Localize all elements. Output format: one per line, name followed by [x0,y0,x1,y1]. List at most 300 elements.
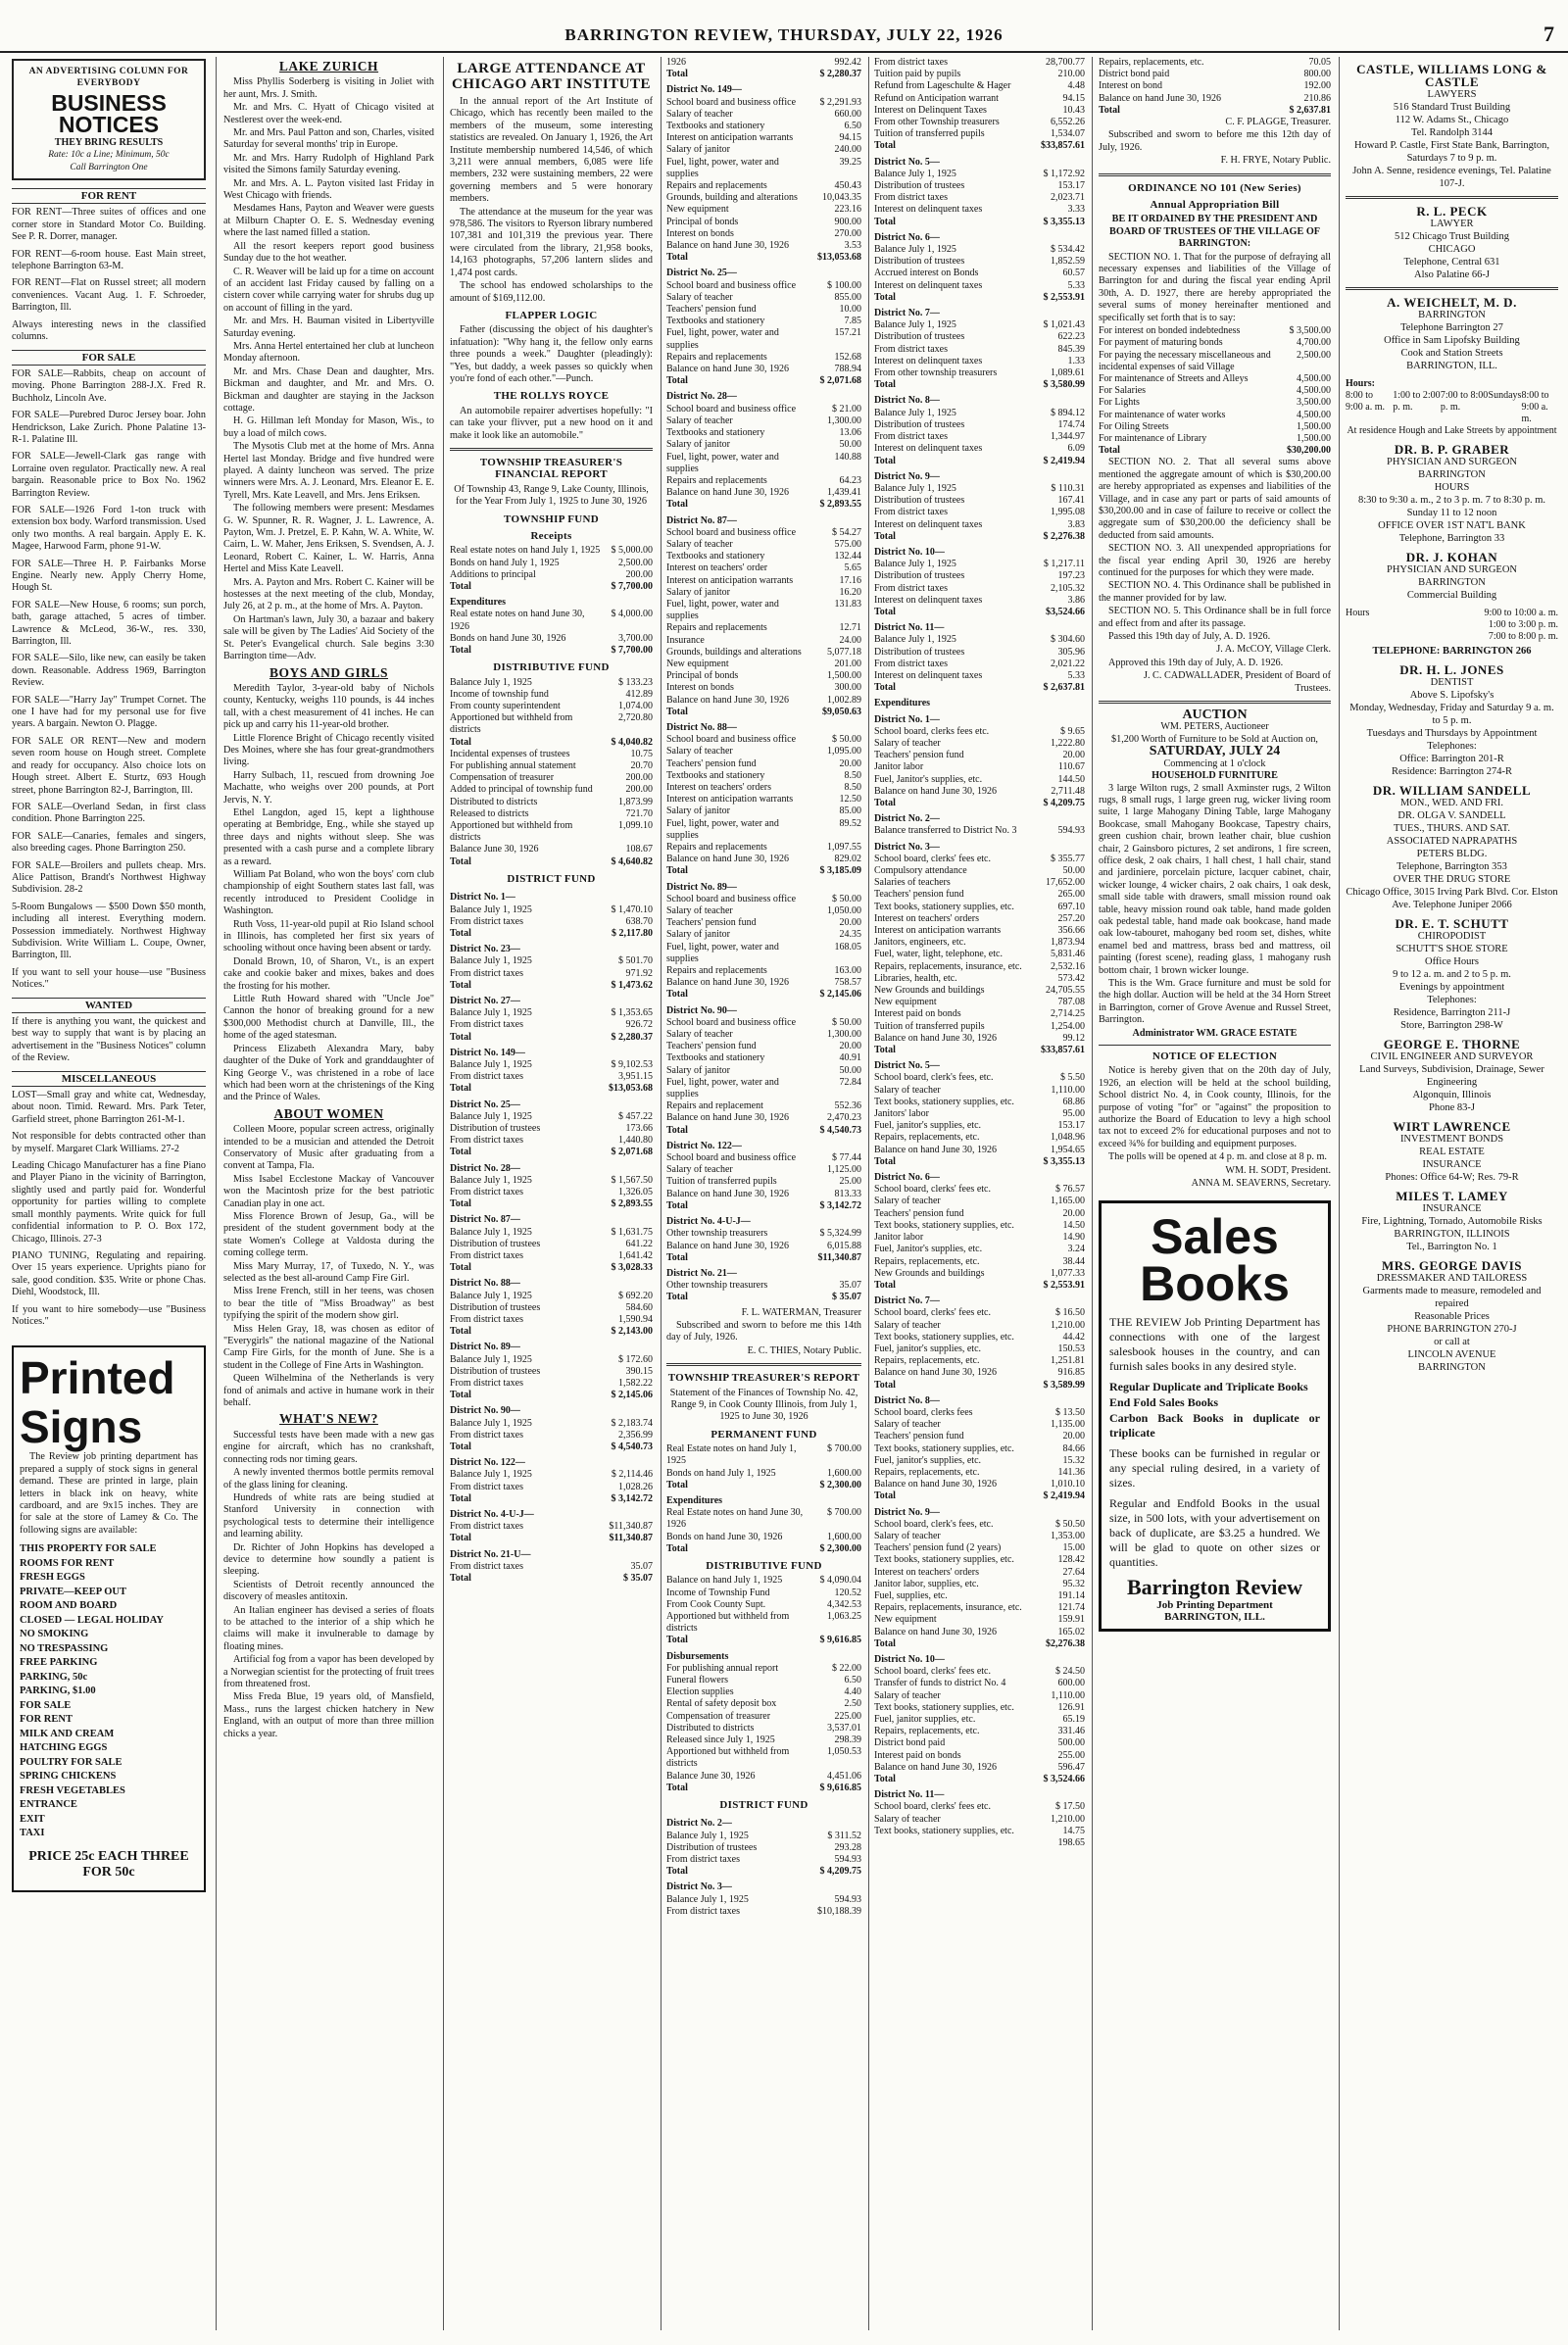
table-row [450,992,653,1007]
table-row [874,1021,1085,1033]
row-amount [1034,1168,1085,1184]
row-label: District No. 3— [874,841,940,853]
district2-heading: DISTRICT FUND [719,1799,808,1812]
row-amount: 575.00 [834,538,861,550]
row-label: District No. 3— [666,1881,732,1893]
row-label: Salary of janitor [666,586,730,598]
table-row [450,1187,653,1198]
row-label: From district taxes [874,192,948,204]
row-label: Distribution of trustees [450,1301,541,1313]
table-row [874,1156,1085,1168]
row-amount: 12.50 [839,794,861,806]
table-row [666,770,861,782]
row-label: Fuel, light, power, water and supplies [666,327,779,351]
table-row [874,1762,1085,1774]
row-amount: $ 1,473.62 [611,979,653,991]
row-amount: 800.00 [1303,69,1331,80]
row-label: Balance July 1, 1925 [874,407,956,418]
row-label: Balance on hand June 30, 1926 [666,694,789,706]
table-row [874,1244,1085,1255]
row-label: Salaries of teachers [874,877,951,889]
appropriation-table [1099,325,1331,457]
row-amount [810,1002,861,1017]
row-amount [1034,809,1085,825]
row-label: From district taxes [450,1249,523,1261]
classified-ad: Always interesting news in the classified columns. [12,318,206,343]
row-amount: $ 4,540.73 [611,1441,653,1453]
table-row [874,838,1085,854]
row-amount: 16.20 [839,586,861,598]
table-row [666,707,861,718]
row-label: Salary of teacher [666,108,733,120]
card-name: GEORGE E. THORNE [1383,1037,1521,1052]
receipts-heading: Receipts [530,530,572,542]
card-line: Reasonable Prices [1414,1311,1490,1323]
table-row [874,1590,1085,1602]
row-amount: 1,995.08 [1051,507,1085,518]
row-amount [810,512,861,527]
table-row [874,1208,1085,1220]
row-label: New equipment [874,997,937,1008]
classified-ad: FOR RENT—Three suites of offices and one corner store in Standard Motor Co. Building. See P. R. Dorrer, manager. [12,207,206,243]
row-amount: $ 2,637.81 [1043,682,1085,694]
row-label: Teachers' pension fund [666,917,757,929]
table-row [874,1726,1085,1737]
table-row [666,364,861,375]
row-amount: 6,015.88 [827,1240,861,1251]
table-row [666,734,861,746]
row-amount: 4.40 [844,1686,861,1698]
table-row [874,1392,1085,1407]
row-label: From district taxes [874,582,948,594]
row-label: Repairs and replacements [666,180,767,192]
hours-note: At residence Hough and Lake Streets by appointment [1347,425,1557,436]
table-row [874,1196,1085,1207]
for-sale-list [12,368,206,992]
row-label: School board and business office [666,526,797,538]
row-label: From district taxes [450,1135,523,1147]
hours-row [1346,390,1393,425]
row-label: Additions to principal [450,568,536,580]
row-label: Fuel, water, light, telephone, etc. [874,949,1003,960]
row-amount: 120.52 [834,1587,861,1598]
row-amount: $ 2,145.06 [611,1390,653,1401]
table-row [450,1505,653,1521]
row-amount: 7.85 [844,316,861,327]
row-label: Funeral flowers [666,1675,729,1686]
row-label: Total [450,1083,471,1095]
row-label: New equipment [666,658,729,669]
row-amount: 813.33 [834,1188,861,1199]
table-row [666,304,861,316]
table-row [450,737,653,749]
row-amount: 1,077.33 [1051,1267,1085,1279]
column-ordinance [1092,57,1337,2330]
row-label: Grounds, building and alterations [666,192,798,204]
table-row [450,1250,653,1262]
row-label: Total [450,1390,471,1401]
row-label: From district taxes [666,1854,740,1866]
table-row [874,228,1085,244]
table-row [666,1698,861,1710]
row-amount: 152.68 [834,351,861,363]
row-label: Interest on teachers' order [666,562,768,574]
row-amount: 1,954.65 [1051,1144,1085,1155]
table-row [874,710,1085,726]
row-amount: 167.41 [1057,495,1085,507]
news-paragraph: Mr. and Mrs. Harry Rudolph of Highland Park visited the Simons family Saturday evening. [223,152,434,176]
row-label: Added to principal of township fund [450,784,593,796]
row-label: Text books, stationery supplies, etc. [874,901,1014,912]
table-row [874,1097,1085,1108]
table-row [666,670,861,682]
table-row [874,1531,1085,1542]
row-label: Bonds on hand July 1, 1925 [666,1467,776,1479]
row-label: Accrued interest on Bonds [874,268,979,279]
row-amount [602,1210,653,1226]
card-line: Chicago Office, 3015 Irving Park Blvd. Cor. Elston Ave. Telephone Juniper 2066 [1346,887,1558,911]
card-line: Tel., Barrington No. 1 [1406,1242,1497,1253]
table-row [666,1112,861,1124]
table-row [450,1338,653,1353]
row-label: Salary of teacher [874,1689,941,1701]
row-amount: $ 21.00 [832,403,861,415]
hours-label: Hours: [1346,378,1375,389]
classified-ad: FOR RENT—Flat on Russel street; all modern conveniences. Vacant Aug. 1. F. Schroeder, Barrington, Ill. [12,277,206,314]
row-label: Disbursements [666,1650,729,1662]
table-row [666,1252,861,1264]
row-label: Salary of teacher [666,415,733,426]
auction-note: This is the Wm. Grace furniture and must be sold for the high dollar. Auction will be held at the 34 Horn Street in Barrington, corner of Grove Avenue and Russel Street, Barrington. [1099,978,1331,1026]
row-amount [810,1814,861,1830]
treasurer-sig2: C. F. PLAGGE, Treasurer. [1225,117,1331,128]
row-amount: 20.00 [839,757,861,769]
row-label: Fuel, janitor's supplies, etc. [874,1343,982,1354]
row-amount: 2,500.00 [618,557,653,568]
ordinance-section5: SECTION NO. 5. This Ordinance shall be in full force and effect from and after its passage. [1099,606,1331,629]
row-label: District No. 25— [450,1099,520,1110]
card-line: ASSOCIATED NAPRAPATHS [1386,836,1518,848]
table-row [874,750,1085,761]
hours-time: 1:00 to 3:00 p. m. [1488,619,1558,630]
row-label: Total [874,291,896,303]
row-label: Total [450,1147,471,1158]
table-row [874,1232,1085,1244]
table-row [666,264,861,279]
table-row [666,527,861,539]
row-label: District No. 11— [874,1789,945,1801]
row-label: Tuition paid by pupils [874,69,961,80]
row-amount: 84.66 [1062,1442,1085,1454]
table-row [874,583,1085,595]
row-label: Teachers' pension fund [666,304,757,316]
row-label: Textbooks and stationery [666,1052,765,1064]
business-card [1346,1120,1558,1184]
row-label: Total [450,1262,471,1274]
row-amount: $ 9.65 [1060,725,1085,737]
row-amount: 1,251.81 [1051,1355,1085,1367]
row-label: Fuel, light, power, water and supplies [666,156,779,179]
district-accounts-table [874,57,1085,1849]
row-label: Distribution of trustees [450,1122,541,1134]
table-row [450,1071,653,1083]
table-row [450,1390,653,1401]
table-row [450,784,653,796]
row-label: Textbooks and stationery [666,769,765,781]
row-amount: 10.00 [839,304,861,316]
row-label: Fuel, light, power, water and supplies [666,451,779,474]
row-label: District No. 1— [450,892,515,904]
row-amount: 4,451.06 [827,1770,861,1782]
row-amount: $33,857.61 [1041,1045,1085,1056]
row-amount: 3,500.00 [1297,397,1331,409]
table-row [874,280,1085,292]
business-card [1346,784,1558,911]
table-row [874,1355,1085,1367]
row-amount: 1,063.25 [827,1611,861,1623]
table-row [874,570,1085,582]
row-amount: 1,048.96 [1051,1132,1085,1144]
row-amount: $ 4,090.04 [819,1575,861,1587]
row-amount: 192.00 [1303,80,1331,92]
ordinance-section1: SECTION NO. 1. That for the purpose of defraying all necessary expenses and liabilities of the Village of Barrington for and during the fiscal year ending April 30th, A. D. 1927, there are hereby appropriated the several sums of money hereinafter mentioned and specifically set forth that is to say: [1099,251,1331,323]
row-label: From district taxes [874,57,948,68]
row-label: Janitor labor [874,1232,924,1244]
row-label: District No. 28— [450,1162,520,1174]
table-row [874,659,1085,670]
card-line: BARRINGTON, ILLINOIS [1394,1229,1510,1241]
table-row [666,1052,861,1064]
card-line: Howard P. Castle, First State Bank, Barrington, Saturdays 7 to 9 p. m. [1354,140,1549,164]
row-label: Total [450,927,471,939]
row-amount: 1,344.97 [1051,431,1085,443]
row-amount: 641.22 [625,1238,653,1249]
row-label: Total [666,1124,688,1136]
row-amount: 6.09 [1067,443,1085,455]
row-amount: $ 16.50 [1055,1307,1085,1319]
row-amount: 68.86 [1062,1096,1085,1107]
table-row [450,1561,653,1573]
row-amount: 300.00 [834,682,861,694]
row-label: Bonds on hand June 30, 1926 [450,632,566,644]
row-label: Repairs, replacements, etc. [1099,57,1204,68]
row-amount: 126.91 [1057,1701,1085,1713]
sign-item: THIS PROPERTY FOR SALE [20,1543,157,1555]
table-row [874,973,1085,985]
table-row [666,929,861,941]
kohan-telephone: TELEPHONE: BARRINGTON 266 [1372,646,1532,657]
table-row [1099,337,1331,349]
row-amount: 27.64 [1062,1566,1085,1578]
table-row [666,854,861,865]
row-label: Income of township fund [450,688,549,700]
table-row [874,1801,1085,1813]
row-label: District No. 9— [874,1506,940,1518]
card-line: HOURS [1434,482,1470,493]
row-amount: 121.74 [1057,1602,1085,1614]
ordinance-clerk: J. A. McCOY, Village Clerk. [1216,644,1331,656]
row-amount: 298.39 [834,1734,861,1746]
row-label: For maintenance of Streets and Alleys [1099,372,1249,384]
table-row [666,512,861,527]
hours-time: 8:00 to 9:00 a. m. [1346,390,1385,413]
row-amount [1034,228,1085,244]
table-row [450,968,653,980]
card-name: A. WEICHELT, M. D. [1387,295,1517,310]
business-card [1346,1190,1558,1253]
table-row [450,1418,653,1430]
row-label: From other Township treasurers [874,117,1000,128]
sales-footer: Barrington Review [1126,1574,1303,1599]
row-label: Apportioned but withheld from districts [450,712,573,736]
row-label: Interest on delinquent taxes [874,669,983,681]
row-amount: 5.65 [844,562,861,574]
row-label: District No. 9— [874,470,940,482]
row-amount: 25.00 [839,1176,861,1188]
row-amount: $10,188.39 [817,1905,861,1917]
row-amount: $ 35.07 [832,1292,861,1303]
masthead [0,0,1568,53]
row-amount: 845.39 [1057,343,1085,355]
row-amount: 20.00 [1062,1431,1085,1442]
row-label: Balance July 1, 1925 [450,1353,532,1365]
row-label: Total [874,1045,896,1056]
row-label: For Lights [1099,397,1140,409]
row-amount: 3.53 [844,240,861,252]
election-body: Notice is hereby given that on the 20th day of July, 1926, an election will be held at the school building, School district No. 4, in Cook county, Illinois, for the purpose of voting "for" or "against" the proposition to authorize the Board of Education to levy a high school tax not to exceed 2% for educational purposes and not to exceed ¾% for building and equipment purposes. [1099,1065,1331,1149]
sign-item: ROOMS FOR RENT [20,1557,115,1569]
table-row [874,467,1085,483]
table-row [874,93,1085,105]
table-row [666,204,861,216]
table-row [450,712,653,736]
row-label: District No. 5— [874,1060,940,1072]
table-row [450,1521,653,1533]
table-row [874,1056,1085,1072]
news-paragraph: A newly invented thermos bottle permits removal of the glass lining for cleaning. [223,1467,434,1490]
row-amount: $ 9,102.53 [611,1058,653,1070]
row-amount: 24.35 [839,929,861,941]
row-label: Total [666,1199,688,1211]
table-row [450,1533,653,1544]
table-row [874,1045,1085,1056]
table-row [450,1032,653,1044]
row-amount: 758.57 [834,977,861,989]
table-row [874,344,1085,356]
classified-ad: If you want to hire somebody—use "Business Notices." [12,1303,206,1327]
row-amount: $ 355.77 [1051,853,1085,864]
table-row [666,1264,861,1280]
row-amount: $ 110.31 [1051,482,1085,494]
business-card [1346,63,1558,190]
row-amount: 926.72 [625,1019,653,1031]
table-row [450,1083,653,1095]
row-amount: 70.05 [1308,57,1331,68]
table-row [874,331,1085,343]
row-amount: 390.15 [625,1365,653,1377]
wanted-text: If there is anything you want, the quickest and best way to supply that want is by placing an advertisement in the "Business Notices" column of the Review. [12,1016,206,1064]
card-line: Tel. Randolph 3144 [1411,127,1493,138]
table-row [874,57,1085,69]
table-row [874,1431,1085,1442]
row-label: From district taxes [450,1378,523,1390]
table-row [666,1137,861,1152]
row-label: Total [450,1031,471,1043]
row-amount [810,1878,861,1893]
row-label: District No. 89— [666,881,737,893]
table-row [666,375,861,387]
row-label: Text books, stationery supplies, etc. [874,1701,1014,1713]
row-label: Text books, stationery supplies, etc. [874,1331,1014,1343]
card-line: Sunday 11 to 12 noon [1406,508,1497,518]
row-label: Apportioned but withheld from districts [666,1746,790,1770]
row-amount [810,264,861,279]
row-label: Teachers' pension fund [874,889,964,901]
district2-table [666,1814,861,1918]
table-row [666,1746,861,1770]
printed-signs-body: The Review job printing department has prepared a supply of stock signs in general demand. These are printed in large, plain letters in black ink on heavy, white cardboard, and are 9x15 inches. They are for sale at the store of Lamey & Co. The following signs are available: [20,1451,198,1536]
row-amount: $ 2,280.37 [611,1031,653,1043]
sign-item: FRESH VEGETABLES [20,1784,125,1796]
election-heading: NOTICE OF ELECTION [1152,1050,1278,1063]
row-label: For publishing annual statement [450,760,576,772]
row-label: Balance on hand June 30, 1926 [874,1626,997,1637]
row-label: Repairs and replacements [666,842,767,853]
card-line: John A. Senne, residence evenings, Tel. Palatine 107-J. [1352,166,1551,189]
table-row [666,878,861,894]
auction-admin: Administrator WM. GRACE ESTATE [1132,1027,1298,1039]
hours-time: 9:00 to 10:00 a. m. [1484,608,1558,618]
row-label: District No. 2— [874,813,940,825]
table-row [874,670,1085,682]
weichelt-hours [1346,378,1558,437]
row-amount [1034,1292,1085,1307]
row-amount: 14.90 [1062,1232,1085,1244]
row-label: Balance on hand June 30, 1926 [874,1144,997,1155]
table-row [874,1814,1085,1826]
table-row [666,1443,861,1467]
card-name: MILES T. LAMEY [1396,1189,1508,1204]
hours-row [1393,390,1441,425]
row-label: From district taxes [874,343,948,355]
row-label: Balance July 1, 1925 [450,1226,532,1238]
card-line: 112 W. Adams St., Chicago [1395,115,1509,125]
news-paragraph: Ruth Voss, 11-year-old pupil at Rio Island school in Illinois, has completed her first six years of schooling without once having been absent or tardy. [223,918,434,954]
card-line: Telephone, Central 631 [1403,257,1500,268]
table-row [874,1737,1085,1749]
card-name: DR. WILLIAM SANDELL [1372,783,1532,799]
card-line: Residence, Barrington 211-J [1393,1007,1511,1019]
row-amount: 4.48 [1067,80,1085,92]
row-label: Total [874,682,896,694]
table-row [874,925,1085,937]
row-label: Total [450,1198,471,1210]
card-line: BARRINGTON [1418,1362,1486,1374]
row-amount: $ 35.07 [623,1573,653,1585]
table-row [666,842,861,854]
boys-girls-heading: BOYS AND GIRLS [269,664,389,680]
table-row [666,659,861,670]
table-row [1099,410,1331,421]
row-amount: 2,023.71 [1051,192,1085,204]
table-row [450,1366,653,1378]
row-amount [810,718,861,734]
news-paragraph: Successful tests have been made with a new gas engine for aircraft, which has no crankshaft, connecting rods nor timing gears. [223,1429,434,1465]
row-amount: $ 5,000.00 [611,545,653,557]
table-row [874,117,1085,128]
table-row [666,240,861,252]
row-amount: 210.00 [1057,69,1085,80]
